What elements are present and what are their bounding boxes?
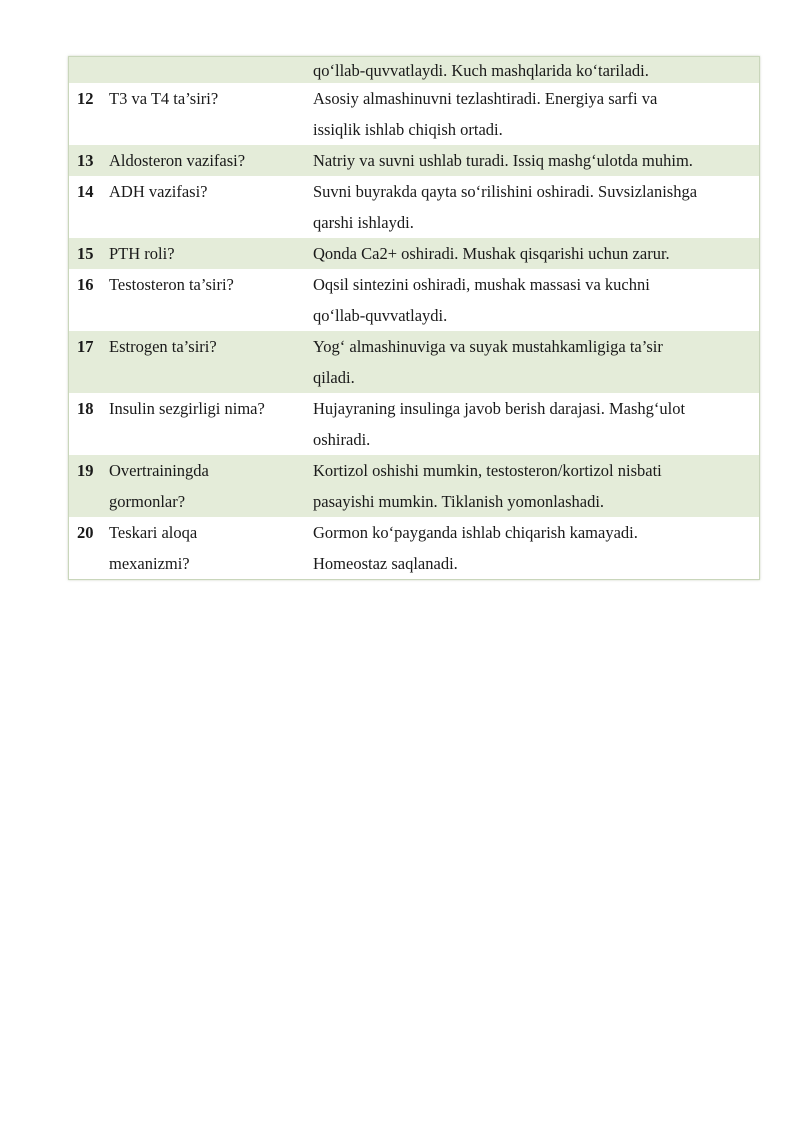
answer-line: qo‘llab-quvvatlaydi. (313, 306, 448, 325)
table-row (69, 455, 759, 517)
table-row (69, 517, 759, 579)
answer-line: oshiradi. (313, 430, 371, 449)
question-cell (105, 455, 309, 517)
question-cell (105, 145, 309, 176)
answer-line: Suvni buyrakda qayta so‘rilishini oshiradi. Suvsizlanishga (313, 182, 698, 201)
answer-line: Yog‘ almashinuviga va suyak mustahkamligiga ta’sir (313, 337, 663, 356)
question-cell (105, 83, 309, 145)
answer-line: pasayishi mumkin. Tiklanish yomonlashadi. (313, 492, 605, 511)
question-cell (105, 57, 309, 83)
row-number: 18 (77, 399, 94, 418)
question-line: PTH roli? (109, 244, 175, 263)
answer-line: Gormon ko‘payganda ishlab chiqarish kamayadi. (313, 523, 638, 542)
question-line: ADH vazifasi? (109, 182, 208, 201)
answer-line: Oqsil sintezini oshiradi, mushak massasi va kuchni (313, 275, 650, 294)
answer-cell (309, 83, 759, 145)
question-cell (105, 331, 309, 393)
table-row (69, 83, 759, 145)
row-number: 16 (77, 275, 94, 294)
row-number: 17 (77, 337, 94, 356)
answer-cell (309, 331, 759, 393)
question-line: Teskari aloqa (109, 523, 198, 542)
row-number (69, 57, 105, 83)
table-row (69, 393, 759, 455)
question-line: Estrogen ta’siri? (109, 337, 217, 356)
question-line: Testosteron ta’siri? (109, 275, 234, 294)
table-row (69, 269, 759, 331)
question-cell (105, 238, 309, 269)
table-row (69, 145, 759, 176)
row-number: 12 (77, 89, 94, 108)
answer-cell (309, 145, 759, 176)
answer-line: Hujayraning insulinga javob berish darajasi. Mashg‘ulot (313, 399, 686, 418)
answer-line: Homeostaz saqlanadi. (313, 554, 458, 573)
question-line: mexanizmi? (109, 554, 190, 573)
row-number: 20 (77, 523, 94, 542)
question-cell (105, 176, 309, 238)
table-row (69, 238, 759, 269)
answer-cell (309, 238, 759, 269)
answer-cell (309, 393, 759, 455)
question-line: T3 va T4 ta’siri? (109, 89, 219, 108)
question-cell (105, 393, 309, 455)
answer-line: issiqlik ishlab chiqish ortadi. (313, 120, 503, 139)
row-number: 19 (77, 461, 94, 480)
answer-line: Asosiy almashinuvni tezlashtiradi. Energiya sarfi va (313, 89, 658, 108)
answer-cell (309, 57, 759, 83)
question-cell (105, 517, 309, 579)
answer-cell (309, 176, 759, 238)
table-row (69, 57, 759, 83)
answer-line: qiladi. (313, 368, 355, 387)
answer-line: Kortizol oshishi mumkin, testosteron/kortizol nisbati (313, 461, 662, 480)
answer-cell (309, 455, 759, 517)
answer-cell (309, 517, 759, 579)
answer-cell (309, 269, 759, 331)
qa-table (68, 56, 760, 580)
question-line: Overtrainingda (109, 461, 209, 480)
table-row (69, 176, 759, 238)
row-number: 15 (77, 244, 94, 263)
answer-line: Natriy va suvni ushlab turadi. Issiq mashg‘ulotda muhim. (313, 151, 693, 170)
row-number: 14 (77, 182, 94, 201)
question-line: Aldosteron vazifasi? (109, 151, 246, 170)
answer-line: Qonda Ca2+ oshiradi. Mushak qisqarishi uchun zarur. (313, 244, 670, 263)
question-line: gormonlar? (109, 492, 186, 511)
answer-line: qo‘llab-quvvatlaydi. Kuch mashqlarida ko‘tariladi. (313, 61, 649, 80)
table-row (69, 331, 759, 393)
question-line: Insulin sezgirligi nima? (109, 399, 265, 418)
question-cell (105, 269, 309, 331)
row-number: 13 (77, 151, 94, 170)
answer-line: qarshi ishlaydi. (313, 213, 414, 232)
